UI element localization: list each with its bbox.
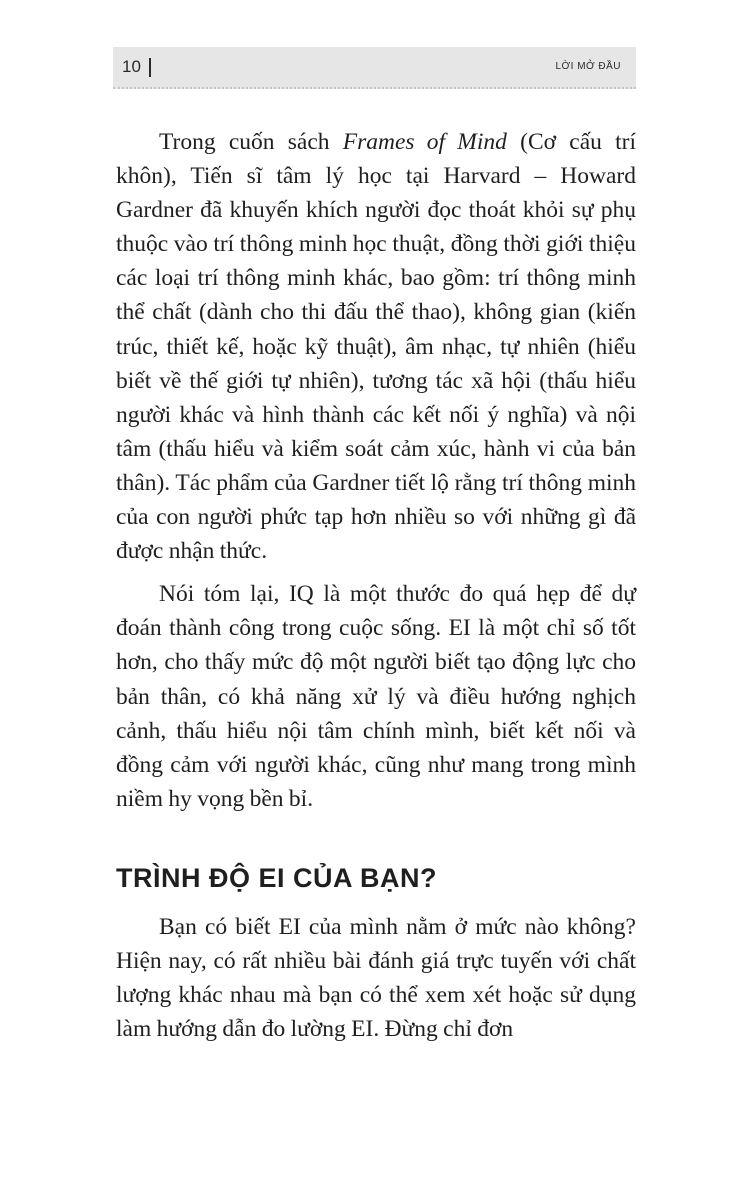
paragraph-1-intro: Trong cuốn sách — [159, 129, 343, 155]
header-divider — [149, 58, 151, 77]
book-title: Frames of Mind — [342, 129, 507, 155]
paragraph-3: Bạn có biết EI của mình nằm ở mức nào không? Hiện nay, có rất nhiều bài đánh giá trực tuyến với chất lượng khác nhau mà bạn có thể xem xét hoặc sử dụng làm hướng dẫn đo lường EI. Đừng chỉ đơn — [116, 913, 636, 1043]
section-heading: TRÌNH ĐỘ EI CỦA BẠN? — [116, 862, 437, 893]
paragraph-1 — [116, 125, 636, 568]
page-header — [113, 47, 636, 89]
running-head: LỜI MỞ ĐẦU — [555, 61, 621, 72]
paragraph-2: Nói tóm lại, IQ là một thước đo quá hẹp để dự đoán thành công trong cuộc sống. EI là một chỉ số tốt hơn, cho thấy mức độ một người biết tạo động lực cho bản thân, có khả năng xử lý và điều hướng nghịch cảnh, thấu hiểu nội tâm chính mình, biết kết nối và đồng cảm với người khác, cũng như mang trong mình niềm hy vọng bền bỉ. — [116, 581, 636, 812]
page-body — [116, 125, 636, 1046]
page-number: 10 — [122, 57, 141, 76]
paragraph-1-text: (Cơ cấu trí khôn), Tiến sĩ tâm lý học tại Harvard – Howard Gardner đã khuyến khích người đọc thoát khỏi sự phụ thuộc vào trí thông minh học thuật, đồng thời giới thiệu các loại trí thông minh khác, bao gồm: trí thông minh thể chất (dành cho thi đấu thể thao), không gian (kiến trúc, thiết kế, hoặc kỹ thuật), âm nhạc, tự nhiên (hiểu biết về thế giới tự nhiên), tương tác xã hội (thấu hiểu người khác và hình thành các kết nối ý nghĩa) và nội tâm (thấu hiểu và kiểm soát cảm xúc, hành vi của bản thân). Tác phẩm của Gardner tiết lộ rằng trí thông minh của con người phức tạp hơn nhiều so với những gì đã được nhận thức. — [116, 129, 637, 565]
